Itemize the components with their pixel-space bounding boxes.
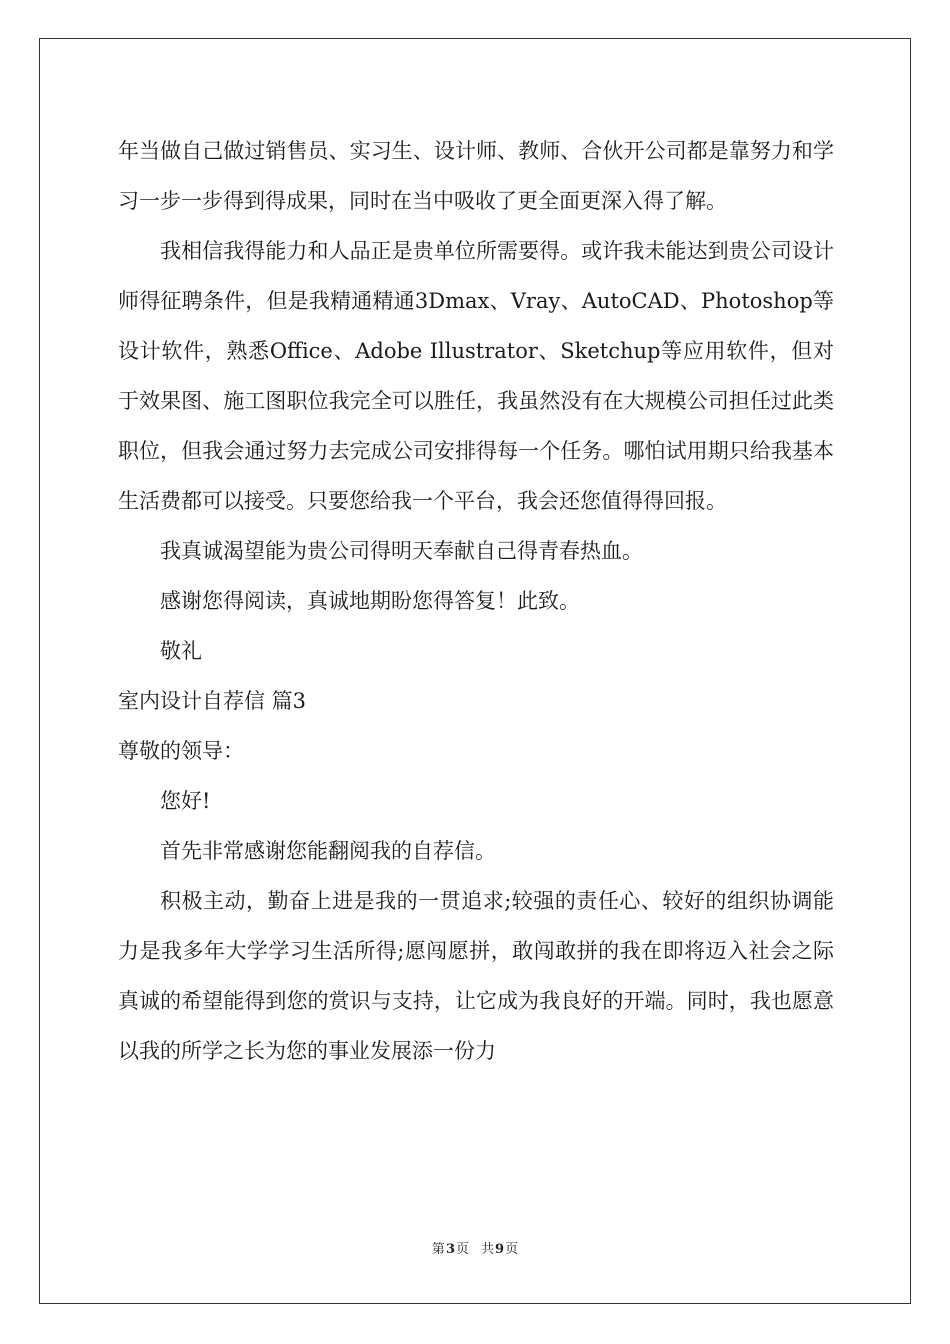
paragraph-experience: 年当做自己做过销售员、实习生、设计师、教师、合伙开公司都是靠努力和学习一步一步得到得成果，同时在当中吸收了更全面更深入得了解。 [118, 139, 834, 213]
greeting: 您好! [160, 789, 211, 813]
total-suffix: 页 [505, 1242, 519, 1257]
page-total: 9 [495, 1242, 505, 1257]
page-current: 3 [445, 1242, 455, 1257]
page-footer [0, 1240, 950, 1260]
salutation: 尊敬的领导： [118, 739, 244, 763]
document-body [118, 126, 834, 1076]
page-suffix: 页 [455, 1242, 469, 1257]
section-title: 室内设计自荐信 篇3 [118, 689, 307, 713]
paragraph-intro: 首先非常感谢您能翻阅我的自荐信。 [160, 839, 496, 863]
total-prefix: 共 [481, 1242, 495, 1257]
paragraph-skills: 我相信我得能力和人品正是贵单位所需要得。或许我未能达到贵公司设计师得征聘条件，但是我精通精通3Dmax、Vray、AutoCAD、Photoshop等设计软件，熟悉Office、Adobe Illustrator、Sketchup等应用软件，但对于效果图、施工图职位我完全可以胜任，我虽然没有在大规模公司担任过此类职位，但我会通过努力去完成公司安排得每一个任务。哪怕试用期只给我基本生活费都可以接受。只要您给我一个平台，我会还您值得得回报。 [118, 239, 834, 513]
paragraph-qualities: 积极主动，勤奋上进是我的一贯追求;较强的责任心、较好的组织协调能力是我多年大学学习生活所得;愿闯愿拼，敢闯敢拼的我在即将迈入社会之际真诚的希望能得到您的赏识与支持，让它成为我良好的开端。同时，我也愿意以我的所学之长为您的事业发展添一份力 [118, 889, 834, 1063]
paragraph-thanks: 感谢您得阅读，真诚地期盼您得答复！此致。 [160, 589, 580, 613]
closing-regards: 敬礼 [160, 639, 202, 663]
paragraph-aspiration: 我真诚渴望能为贵公司得明天奉献自己得青春热血。 [160, 539, 643, 563]
page-prefix: 第 [431, 1242, 445, 1257]
